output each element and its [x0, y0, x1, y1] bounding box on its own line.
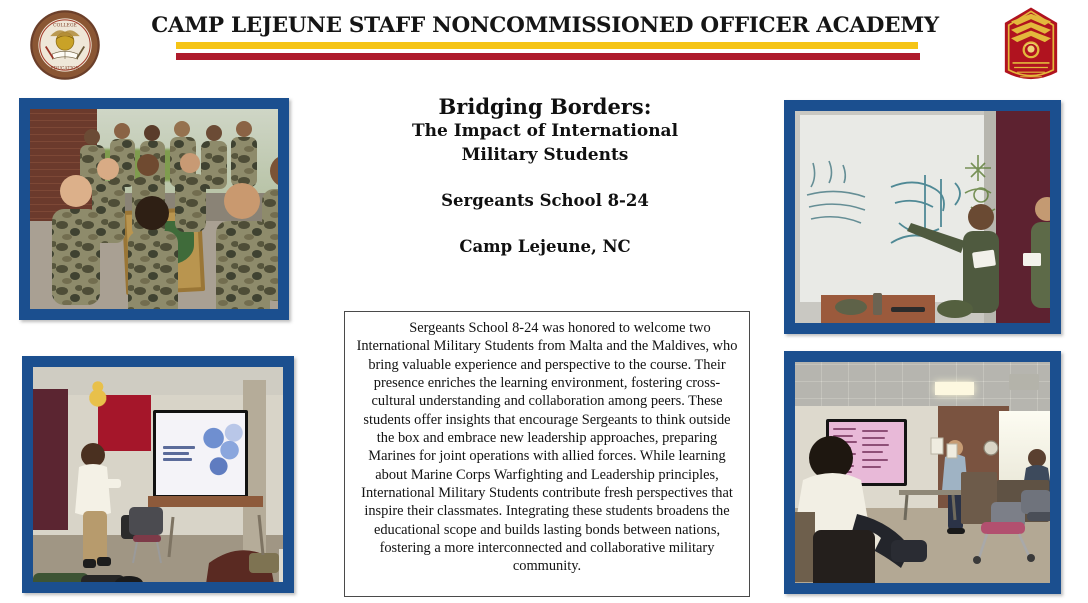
poster-header: [0, 0, 1088, 92]
red-accent-bar: [176, 53, 920, 60]
title-spacer-2: [330, 213, 760, 235]
title-line-2: The Impact of International: [411, 121, 679, 141]
page-title: CAMP LEJEUNE STAFF NONCOMMISSIONED OFFICER ACADEMY: [151, 13, 939, 38]
narrative-text-box: [344, 311, 750, 597]
photo-marines-sand-table: [19, 98, 289, 320]
location: Camp Lejeune, NC: [459, 237, 631, 256]
snco-academy-chevron-emblem: [1000, 6, 1062, 86]
photo-classroom-presentation-image: [33, 367, 283, 582]
photo-classroom-students-image: [795, 362, 1050, 583]
narrative-paragraph: Sergeants School 8-24 was honored to welcome two International Military Students from Malta and the Maldives, who bring valuable experience and perspective to the course. Their presence enriches the learning environment, fostering cross-cultural understanding and collaboration among peers. These students offer insights that encourage Sergeants to think outside the box and embrace new leadership approaches, preparing Marines for joint operations with allied forces. While learning about Marine Corps Warfighting and Leadership principles, International Military Students contribute fresh perspectives that inspire their classmates. Integrating these students broadens the educational scope and builds lasting bonds between nations, fostering a more interconnected and collaborative military community.: [356, 320, 738, 575]
photo-marines-sand-table-image: [30, 109, 278, 309]
course-name: Sergeants School 8-24: [441, 191, 649, 210]
photo-classroom-students: [784, 351, 1061, 594]
title-spacer-1: [330, 167, 760, 189]
svg-text:EDUCATION: EDUCATION: [50, 66, 80, 72]
photo-classroom-presentation: [22, 356, 294, 593]
photo-whiteboard-brief-image: [795, 111, 1050, 323]
photo-whiteboard-brief: [784, 100, 1061, 334]
college-of-enlisted-military-education-seal: [28, 8, 102, 82]
poster-title-block: [330, 94, 760, 259]
svg-text:COLLEGE: COLLEGE: [53, 23, 77, 29]
title-line-3: Military Students: [461, 145, 629, 165]
gold-accent-bar: [176, 42, 918, 49]
title-line-1: Bridging Borders:: [438, 94, 652, 119]
